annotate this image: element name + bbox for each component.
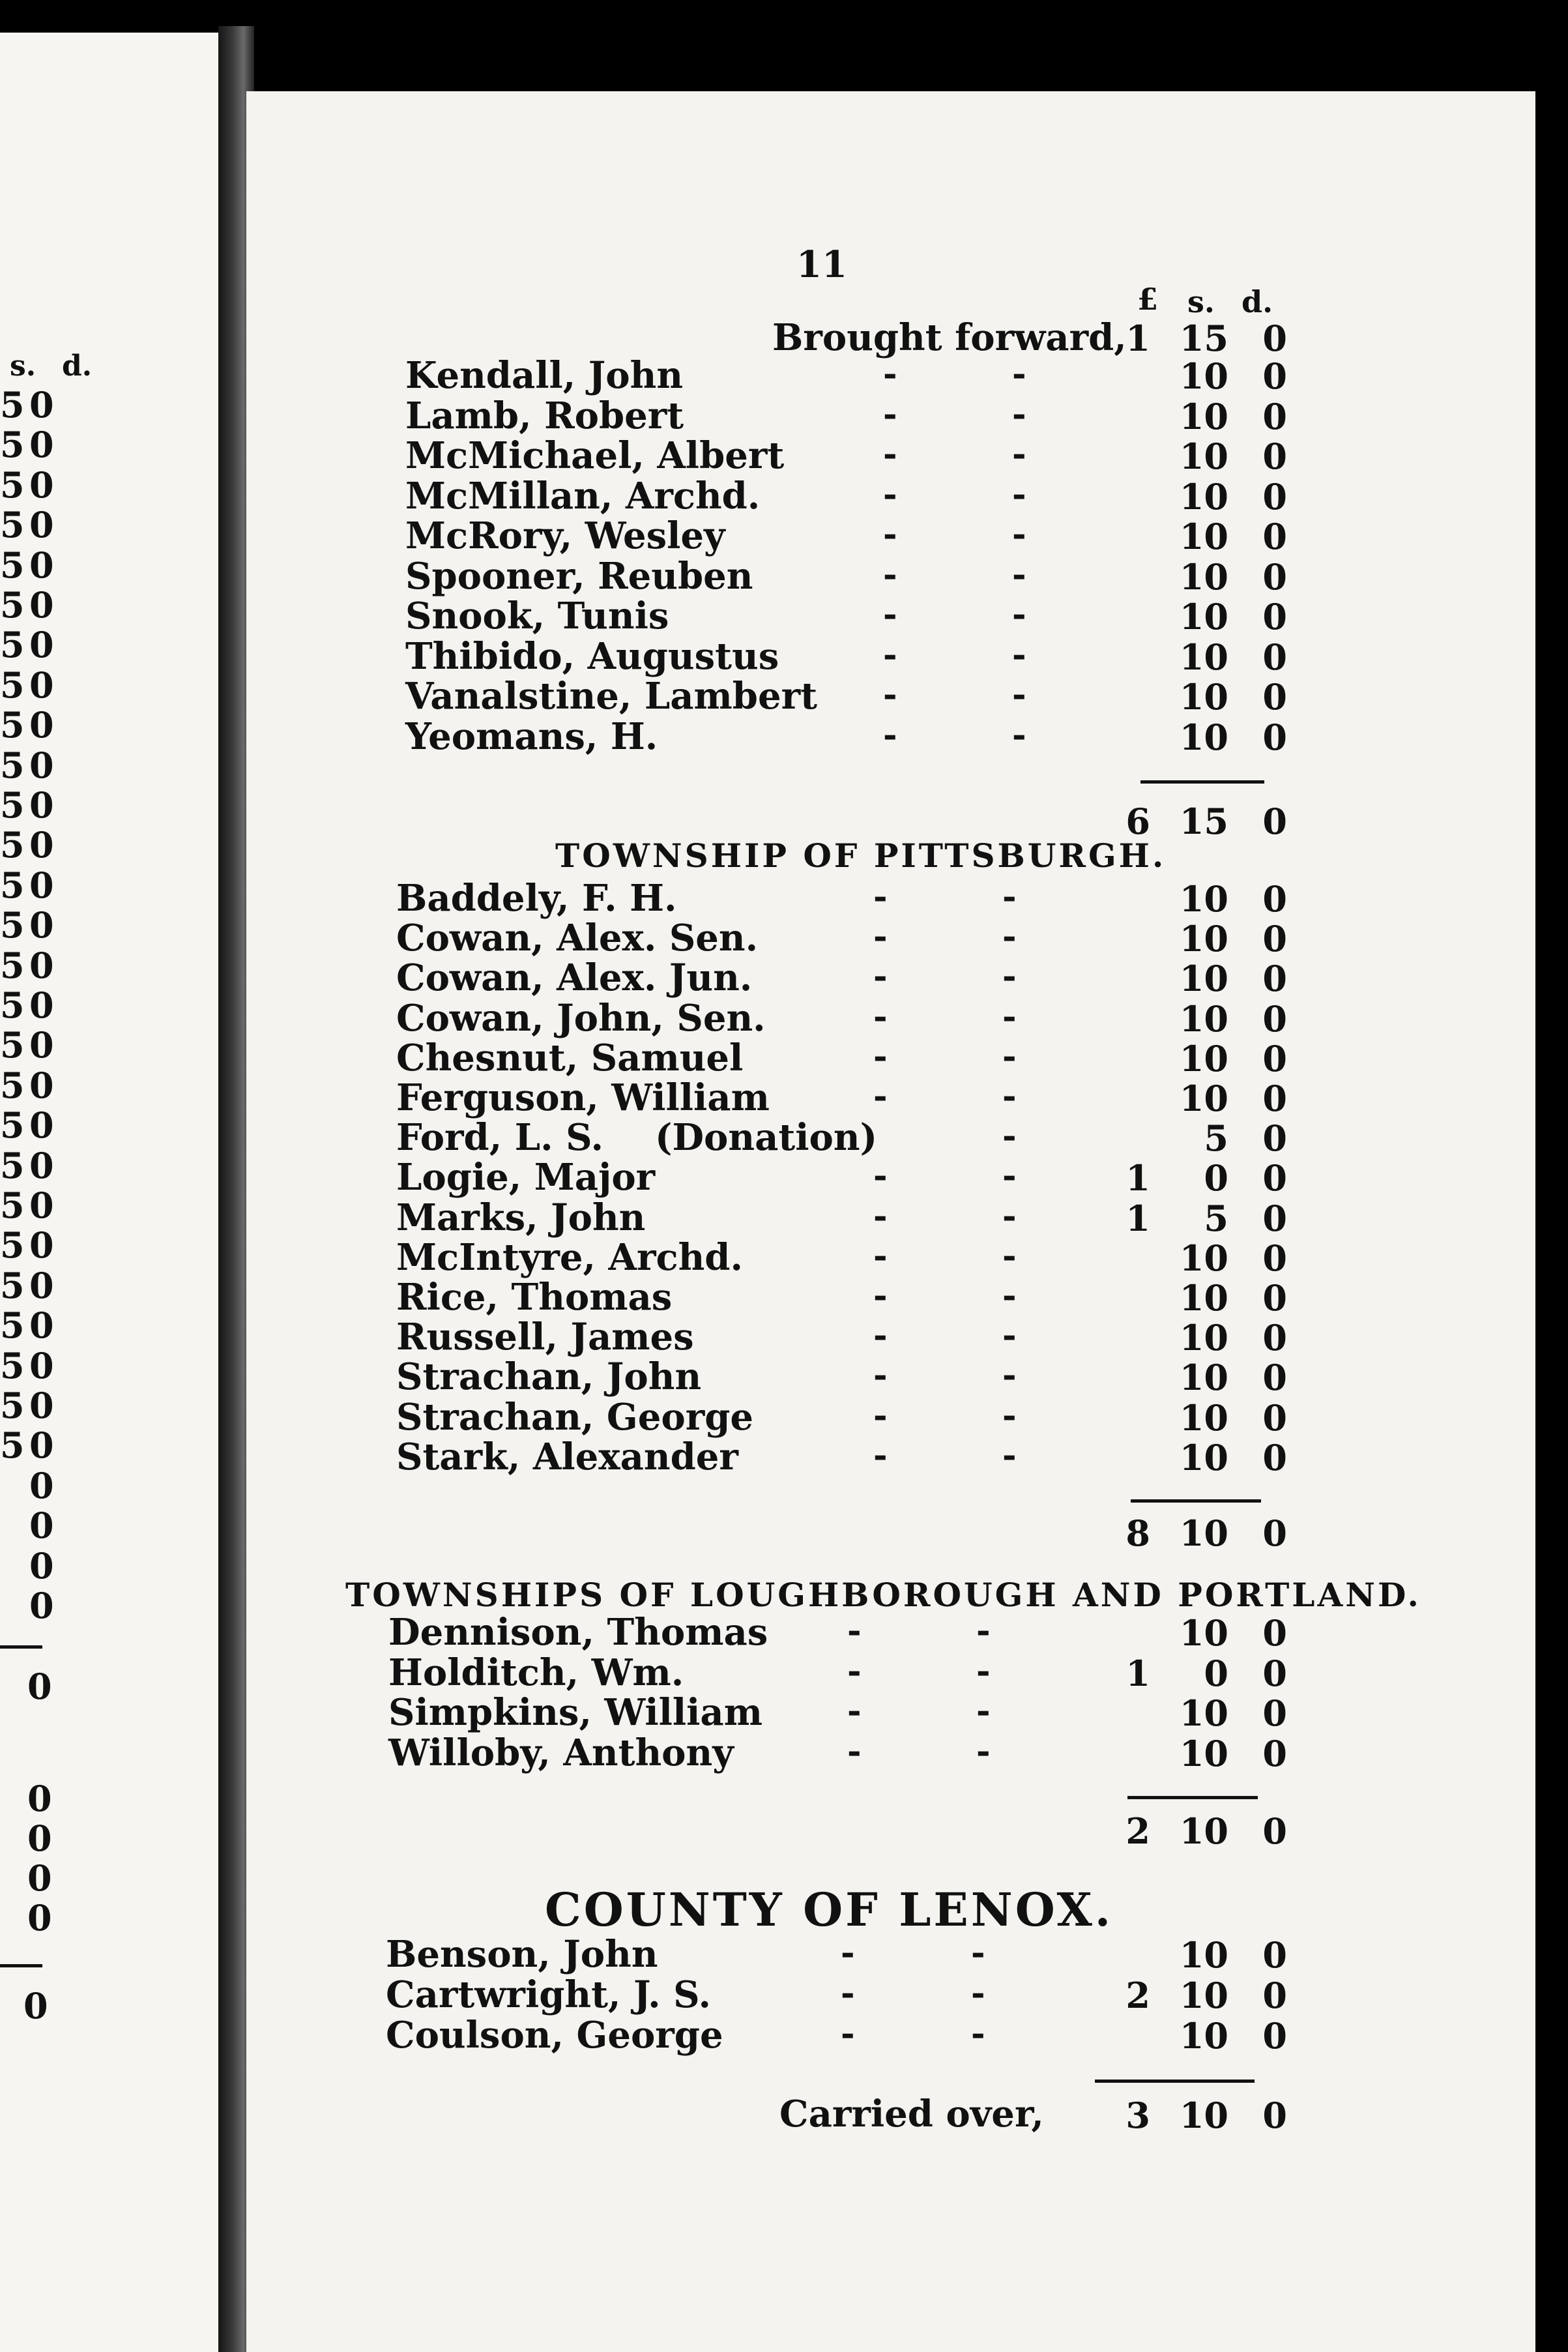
- entry-shillings: 10: [1179, 475, 1228, 518]
- leader-dash: -: [873, 1076, 888, 1116]
- carried-over-pence: 0: [1262, 2095, 1287, 2136]
- entry-note: (Donation): [655, 1116, 878, 1160]
- entry-name: Coulson, George: [386, 2014, 723, 2057]
- left-shillings: 5: [0, 704, 25, 746]
- entry-name: McMillan, Archd.: [405, 474, 761, 518]
- leader-dash: -: [1012, 354, 1026, 394]
- entry-pence: 0: [1262, 958, 1287, 1000]
- leader-dash: -: [1002, 877, 1017, 917]
- entry-pence: 0: [1262, 1652, 1287, 1694]
- entry-shillings: 0: [1204, 1652, 1228, 1694]
- entry-pence: 0: [1262, 1037, 1287, 1080]
- total-rule: [1140, 780, 1264, 784]
- leader-dash: -: [883, 394, 897, 434]
- section3-total-pence: 0: [1262, 1810, 1287, 1852]
- entry-shillings: 10: [1179, 1732, 1228, 1774]
- left-shillings: 5: [0, 1304, 25, 1347]
- left-shillings: 5: [0, 904, 25, 947]
- entry-name: Logie, Major: [396, 1156, 656, 1199]
- left-amount: 0: [27, 1778, 52, 1819]
- page-number: 11: [796, 243, 847, 286]
- left-pence: 0: [29, 544, 54, 586]
- entry-pence: 0: [1262, 1277, 1287, 1319]
- entry-shillings: 10: [1179, 1934, 1228, 1976]
- left-shillings: 5: [0, 1104, 25, 1147]
- entry-pounds: 2: [1125, 1975, 1150, 2016]
- leader-dash: -: [873, 877, 888, 917]
- leader-dash: -: [883, 474, 897, 514]
- leader-dash: -: [971, 1973, 985, 2013]
- left-shillings: 5: [0, 864, 25, 906]
- entry-shillings: 10: [1179, 1396, 1228, 1439]
- entry-name: Rice, Thomas: [396, 1276, 673, 1319]
- leader-dash: -: [847, 1611, 862, 1651]
- entry-pence: 0: [1262, 1117, 1287, 1160]
- entry-shillings: 10: [1179, 1037, 1228, 1080]
- left-pence: 0: [29, 1544, 54, 1587]
- entry-pence: 0: [1262, 2015, 1287, 2057]
- left-pence: 0: [29, 1424, 54, 1467]
- leader-dash: -: [1012, 514, 1026, 554]
- leader-dash: -: [976, 1691, 991, 1731]
- leader-dash: -: [873, 917, 888, 957]
- left-pence: 0: [29, 504, 54, 546]
- county-heading: COUNTY OF LENOX.: [545, 1883, 1114, 1937]
- left-shillings: 5: [0, 1184, 25, 1226]
- entry-pence: 0: [1262, 716, 1287, 758]
- left-shilling-header: s.: [10, 349, 36, 383]
- leader-dash: -: [873, 1316, 888, 1356]
- entry-name: Willoby, Anthony: [388, 1731, 734, 1774]
- left-pence: 0: [29, 1104, 54, 1147]
- entry-shillings: 10: [1179, 555, 1228, 598]
- leader-dash: -: [873, 1196, 888, 1236]
- leader-dash: -: [1002, 956, 1017, 997]
- entry-name: McMichael, Albert: [405, 434, 785, 477]
- leader-dash: -: [873, 1276, 888, 1316]
- left-shillings: 5: [0, 1385, 25, 1426]
- left-pence: 0: [29, 624, 54, 666]
- entry-shillings: 10: [1179, 395, 1228, 437]
- entry-shillings: 10: [1179, 636, 1228, 678]
- left-amount: 0: [27, 1857, 52, 1899]
- left-shillings: 5: [0, 544, 25, 586]
- entry-shillings: 10: [1179, 878, 1228, 920]
- leader-dash: -: [883, 514, 897, 554]
- left-shillings: 5: [0, 463, 25, 506]
- left-rule: [0, 1964, 42, 1967]
- entry-name: Baddely, F. H.: [396, 877, 677, 920]
- entry-shillings: 10: [1179, 1612, 1228, 1654]
- leader-dash: -: [1002, 1156, 1017, 1196]
- leader-dash: -: [847, 1651, 862, 1691]
- leader-dash: -: [841, 1933, 855, 1973]
- leader-dash: -: [1012, 394, 1026, 434]
- section3-total-shillings: 10: [1179, 1810, 1228, 1852]
- leader-dash: -: [1002, 1316, 1017, 1356]
- entry-name: Chesnut, Samuel: [396, 1036, 744, 1080]
- entry-shillings: 10: [1179, 1436, 1228, 1478]
- left-pence: 0: [29, 1585, 54, 1626]
- left-shillings: 5: [0, 424, 25, 466]
- left-shillings: 5: [0, 944, 25, 986]
- left-pence: 0: [29, 824, 54, 866]
- entry-name: Yeomans, H.: [405, 714, 658, 758]
- entry-pounds: 1: [1125, 1157, 1150, 1199]
- leader-dash: -: [873, 1156, 888, 1196]
- entry-shillings: 10: [1179, 1692, 1228, 1734]
- entry-shillings: 10: [1179, 1277, 1228, 1319]
- leader-dash: -: [847, 1691, 862, 1731]
- entry-name: Simpkins, William: [388, 1691, 762, 1734]
- entry-pence: 0: [1262, 1357, 1287, 1399]
- section-heading: TOWNSHIPS OF LOUGHBOROUGH AND PORTLAND.: [345, 1576, 1421, 1614]
- entry-name: Stark, Alexander: [396, 1435, 738, 1478]
- entry-shillings: 10: [1179, 596, 1228, 638]
- leader-dash: -: [1002, 1276, 1017, 1316]
- left-shillings: 5: [0, 584, 25, 626]
- entry-pence: 0: [1262, 395, 1287, 437]
- leader-dash: -: [1002, 1395, 1017, 1435]
- section2-total-shillings: 10: [1179, 1512, 1228, 1554]
- entry-pence: 0: [1262, 918, 1287, 960]
- left-pence: 0: [29, 944, 54, 986]
- section1-total-pence: 0: [1262, 801, 1287, 842]
- entry-shillings: 10: [1179, 1078, 1228, 1119]
- entry-name: Strachan, John: [396, 1355, 702, 1399]
- entry-shillings: 10: [1179, 2015, 1228, 2057]
- left-pence: 0: [29, 1304, 54, 1347]
- left-pence: 0: [29, 744, 54, 786]
- entry-pence: 0: [1262, 1692, 1287, 1734]
- left-pence: 0: [29, 704, 54, 746]
- entry-pence: 0: [1262, 1078, 1287, 1119]
- entry-pounds: 1: [1125, 1197, 1150, 1239]
- entry-shillings: 5: [1204, 1197, 1228, 1239]
- entry-name: McRory, Wesley: [405, 514, 725, 557]
- brought-forward-pence: 0: [1262, 317, 1287, 359]
- leader-dash: -: [1012, 675, 1026, 714]
- entry-pence: 0: [1262, 1396, 1287, 1439]
- entry-pence: 0: [1262, 1732, 1287, 1774]
- left-pence: 0: [29, 1184, 54, 1226]
- section1-total-shillings: 15: [1179, 801, 1228, 842]
- carried-over-shillings: 10: [1179, 2095, 1228, 2136]
- leader-dash: -: [971, 2014, 985, 2053]
- leader-dash: -: [873, 1395, 888, 1435]
- left-pence: 0: [29, 664, 54, 706]
- leader-dash: -: [873, 1355, 888, 1396]
- left-pence: 0: [29, 424, 54, 466]
- entry-pence: 0: [1262, 1157, 1287, 1199]
- entry-name: Kendall, John: [405, 354, 684, 397]
- left-shillings: 5: [0, 624, 25, 666]
- entry-shillings: 10: [1179, 918, 1228, 960]
- leader-dash: -: [971, 1933, 985, 1973]
- leader-dash: -: [873, 1435, 888, 1475]
- left-shillings: 5: [0, 1264, 25, 1306]
- entry-pence: 0: [1262, 878, 1287, 920]
- leader-dash: -: [976, 1651, 991, 1691]
- left-shillings: 5: [0, 984, 25, 1026]
- left-shillings: 5: [0, 824, 25, 866]
- entry-shillings: 10: [1179, 1237, 1228, 1279]
- entry-shillings: 10: [1179, 435, 1228, 477]
- entry-name: McIntyre, Archd.: [396, 1235, 743, 1279]
- leader-dash: -: [1012, 474, 1026, 514]
- left-shillings: 5: [0, 664, 25, 706]
- section-heading: TOWNSHIP OF PITTSBURGH.: [555, 836, 1167, 875]
- entry-name: Lamb, Robert: [405, 394, 684, 437]
- shilling-header: s.: [1187, 284, 1215, 319]
- leader-dash: -: [1012, 434, 1026, 474]
- pound-header: £: [1137, 282, 1159, 317]
- leader-dash: -: [883, 675, 897, 714]
- leader-dash: -: [841, 2014, 855, 2053]
- leader-dash: -: [1012, 554, 1026, 595]
- entry-name: Marks, John: [396, 1196, 646, 1239]
- leader-dash: -: [883, 354, 897, 394]
- leader-dash: -: [1012, 595, 1026, 634]
- left-shillings: 5: [0, 744, 25, 786]
- leader-dash: -: [883, 434, 897, 474]
- total-rule: [1095, 2080, 1255, 2083]
- carried-over-pounds: 3: [1125, 2095, 1150, 2136]
- entry-pence: 0: [1262, 676, 1287, 718]
- entry-name: Cowan, John, Sen.: [396, 996, 766, 1040]
- total-rule: [1127, 1796, 1258, 1799]
- left-shillings: 5: [0, 504, 25, 546]
- leader-dash: -: [976, 1611, 991, 1651]
- leader-dash: -: [883, 554, 897, 595]
- section3-total-pounds: 2: [1125, 1810, 1150, 1852]
- entry-shillings: 10: [1179, 676, 1228, 718]
- entry-shillings: 5: [1204, 1117, 1228, 1160]
- entry-pence: 0: [1262, 516, 1287, 557]
- entry-shillings: 10: [1179, 1317, 1228, 1359]
- entry-pence: 0: [1262, 596, 1287, 638]
- entry-name: Snook, Tunis: [405, 595, 669, 638]
- leader-dash: -: [847, 1731, 862, 1771]
- leader-dash: -: [1002, 1076, 1017, 1116]
- left-pence: 0: [29, 1385, 54, 1426]
- left-shillings: 5: [0, 384, 25, 426]
- left-shillings: 5: [0, 1144, 25, 1186]
- leader-dash: -: [1002, 1235, 1017, 1276]
- left-pence: 0: [29, 1344, 54, 1387]
- left-shillings: 5: [0, 1224, 25, 1267]
- left-pence: 0: [29, 904, 54, 947]
- left-shillings: 5: [0, 1344, 25, 1387]
- leader-dash: -: [1002, 1196, 1017, 1236]
- entry-pence: 0: [1262, 1436, 1287, 1478]
- leader-dash: -: [873, 1036, 888, 1076]
- entry-name: Cowan, Alex. Sen.: [396, 917, 759, 960]
- left-pence: 0: [29, 384, 54, 426]
- total-rule: [1131, 1499, 1261, 1503]
- left-pence: 0: [29, 1064, 54, 1106]
- entry-name: Cartwright, J. S.: [386, 1973, 712, 2016]
- left-pence-header: d.: [62, 349, 93, 383]
- left-pence: 0: [29, 864, 54, 906]
- leader-dash: -: [873, 1235, 888, 1276]
- entry-pence: 0: [1262, 355, 1287, 397]
- left-pence: 0: [29, 784, 54, 826]
- leader-dash: -: [1002, 1036, 1017, 1076]
- entry-shillings: 10: [1179, 997, 1228, 1040]
- left-rule: [0, 1645, 42, 1649]
- leader-dash: -: [1002, 917, 1017, 957]
- left-total: 0: [27, 1666, 52, 1707]
- entry-shillings: 10: [1179, 716, 1228, 758]
- entry-shillings: 0: [1204, 1157, 1228, 1199]
- entry-pence: 0: [1262, 1237, 1287, 1279]
- entry-pence: 0: [1262, 997, 1287, 1040]
- entry-pounds: 1: [1125, 1652, 1150, 1694]
- entry-name: Benson, John: [386, 1933, 658, 1976]
- page-edge-shadow: [1535, 85, 1568, 2352]
- entry-name: Strachan, George: [396, 1395, 753, 1439]
- entry-name: Dennison, Thomas: [388, 1611, 768, 1654]
- entry-name: Spooner, Reuben: [405, 554, 753, 598]
- entry-shillings: 10: [1179, 355, 1228, 397]
- section2-total-pence: 0: [1262, 1512, 1287, 1554]
- pence-header: d.: [1241, 284, 1273, 319]
- leader-dash: -: [1002, 1116, 1017, 1156]
- section1-total-pounds: 6: [1125, 801, 1150, 842]
- leader-dash: -: [873, 956, 888, 997]
- leader-dash: -: [873, 996, 888, 1036]
- brought-forward-pounds: 1: [1125, 317, 1150, 359]
- left-pence: 0: [29, 1024, 54, 1066]
- entry-pence: 0: [1262, 435, 1287, 477]
- brought-forward-shillings: 15: [1179, 317, 1228, 359]
- entry-shillings: 10: [1179, 516, 1228, 557]
- entry-shillings: 10: [1179, 1975, 1228, 2016]
- left-shillings: 5: [0, 1424, 25, 1467]
- left-shillings: 5: [0, 784, 25, 826]
- leader-dash: -: [883, 714, 897, 755]
- entry-pence: 0: [1262, 555, 1287, 598]
- left-amount: 0: [27, 1897, 52, 1939]
- entry-name: Holditch, Wm.: [388, 1651, 684, 1694]
- left-pence: 0: [29, 1505, 54, 1547]
- left-shillings: 5: [0, 1024, 25, 1066]
- entry-pence: 0: [1262, 475, 1287, 518]
- entry-name: Ford, L. S.: [396, 1116, 604, 1160]
- left-amount: 0: [27, 1817, 52, 1859]
- left-shillings: 5: [0, 1064, 25, 1106]
- entry-shillings: 10: [1179, 958, 1228, 1000]
- left-pence: 0: [29, 463, 54, 506]
- carried-over-label: Carried over,: [779, 2093, 1044, 2136]
- leader-dash: -: [1012, 634, 1026, 675]
- entry-pence: 0: [1262, 1612, 1287, 1654]
- entry-name: Vanalstine, Lambert: [405, 675, 817, 718]
- leader-dash: -: [976, 1731, 991, 1771]
- leader-dash: -: [883, 595, 897, 634]
- entry-name: Cowan, Alex. Jun.: [396, 956, 753, 1000]
- entry-name: Ferguson, William: [396, 1076, 770, 1119]
- section2-total-pounds: 8: [1125, 1512, 1150, 1554]
- left-pence: 0: [29, 1464, 54, 1507]
- leader-dash: -: [1002, 1355, 1017, 1396]
- entry-pence: 0: [1262, 1934, 1287, 1976]
- entry-pence: 0: [1262, 636, 1287, 678]
- entry-shillings: 10: [1179, 1357, 1228, 1399]
- entry-pence: 0: [1262, 1317, 1287, 1359]
- leader-dash: -: [1012, 714, 1026, 755]
- leader-dash: -: [1002, 1435, 1017, 1475]
- left-total: 0: [23, 1985, 48, 2027]
- left-pence: 0: [29, 1144, 54, 1186]
- leader-dash: -: [883, 634, 897, 675]
- left-pence: 0: [29, 1224, 54, 1267]
- entry-pence: 0: [1262, 1975, 1287, 2016]
- entry-pence: 0: [1262, 1197, 1287, 1239]
- leader-dash: -: [1002, 996, 1017, 1036]
- entry-name: Thibido, Augustus: [405, 634, 779, 678]
- left-pence: 0: [29, 584, 54, 626]
- left-pence: 0: [29, 1264, 54, 1306]
- brought-forward-label: Brought forward,: [772, 316, 1127, 359]
- leader-dash: -: [841, 1973, 855, 2013]
- left-pence: 0: [29, 984, 54, 1026]
- entry-name: Russell, James: [396, 1316, 694, 1359]
